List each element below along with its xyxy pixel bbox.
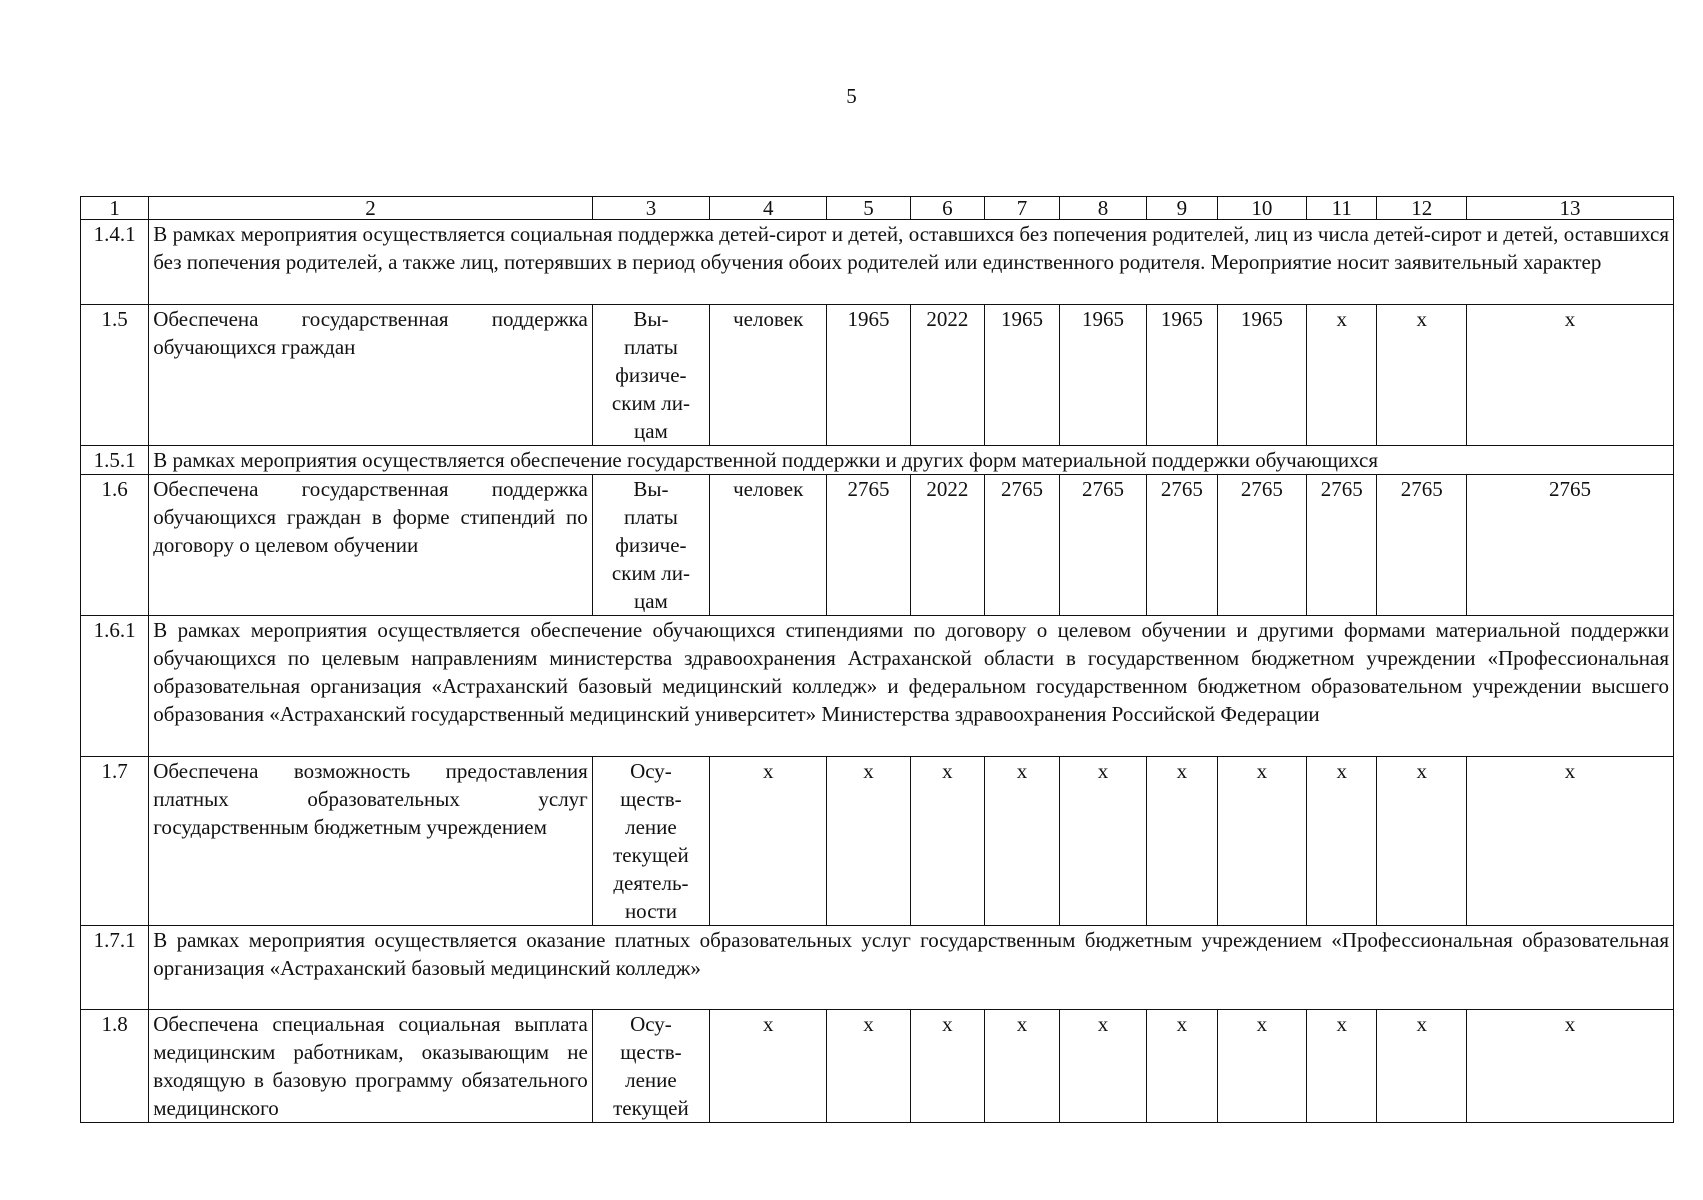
- value-cell: 1965: [1059, 305, 1146, 446]
- row-description: В рамках мероприятия осуществляется обеспечение государственной поддержки и других форм материальной поддержки обучающихся: [149, 446, 1674, 475]
- value-cell: 1965: [1147, 305, 1217, 446]
- value-cell: 1965: [985, 305, 1060, 446]
- header-row: [81, 197, 1674, 220]
- value-cell: x: [985, 1010, 1060, 1123]
- unit-of-measure: x: [710, 757, 827, 926]
- value-cell: x: [1467, 757, 1674, 926]
- unit-of-measure: x: [710, 1010, 827, 1123]
- indicator-name: Обеспечена государственная поддержка обучающихся граждан в форме стипендий по договору о целевом обучении: [149, 475, 593, 616]
- value-cell: x: [1059, 757, 1146, 926]
- table-row: [81, 757, 1674, 926]
- value-cell: x: [1377, 757, 1467, 926]
- table-row: [81, 446, 1674, 475]
- table-row: [81, 220, 1674, 305]
- value-cell: 1965: [1217, 305, 1307, 446]
- value-cell: 2765: [985, 475, 1060, 616]
- event-type: Вы- платы физиче- ским ли- цам: [592, 305, 709, 446]
- table-row: [81, 1010, 1674, 1123]
- header-cell: 12: [1377, 197, 1467, 220]
- indicator-name: Обеспечена возможность предоставления платных образовательных услуг государственным бюджетным учреждением: [149, 757, 593, 926]
- row-number: 1.6: [81, 475, 149, 616]
- row-number: 1.8: [81, 1010, 149, 1123]
- header-cell: 13: [1467, 197, 1674, 220]
- header-cell: 11: [1307, 197, 1377, 220]
- value-cell: x: [985, 757, 1060, 926]
- header-cell: 8: [1059, 197, 1146, 220]
- header-cell: 4: [710, 197, 827, 220]
- value-cell: 2022: [910, 305, 985, 446]
- row-description: В рамках мероприятия осуществляется социальная поддержка детей-сирот и детей, оставшихся без попечения родителей, лиц из числа детей-сирот и детей, оставшихся без попечения родителей, а также лиц, потерявших в период обучения обоих родителей или единственного родителя. Мероприятие носит заявительный характер: [149, 220, 1674, 305]
- value-cell: x: [1307, 305, 1377, 446]
- header-cell: 6: [910, 197, 985, 220]
- table-row: [81, 475, 1674, 616]
- value-cell: x: [1217, 757, 1307, 926]
- table-row: [81, 305, 1674, 446]
- value-cell: 2765: [1467, 475, 1674, 616]
- value-cell: 2022: [910, 475, 985, 616]
- table-row: [81, 616, 1674, 757]
- header-cell: 10: [1217, 197, 1307, 220]
- value-cell: x: [1147, 757, 1217, 926]
- row-description: В рамках мероприятия осуществляется оказание платных образовательных услуг государственным бюджетным учреждением «Профессиональная образовательная организация «Астраханский базовый медицинский колледж»: [149, 926, 1674, 1010]
- value-cell: 2765: [1059, 475, 1146, 616]
- value-cell: x: [1307, 757, 1377, 926]
- event-type: Осу- ществ- ление текущей деятель- ности: [592, 757, 709, 926]
- row-number: 1.7.1: [81, 926, 149, 1010]
- value-cell: x: [1377, 305, 1467, 446]
- row-description: В рамках мероприятия осуществляется обеспечение обучающихся стипендиями по договору о целевом обучении и другими формами материальной поддержки обучающихся по целевым направлениям министерства здравоохранения Астраханской области в государственном бюджетном учреждении «Профессиональная образовательная организация «Астраханский базовый медицинский колледж» и федеральном государственном бюджетном образовательном учреждении высшего образования «Астраханский государственный медицинский университет» Министерства здравоохранения Российской Федерации: [149, 616, 1674, 757]
- value-cell: x: [1467, 305, 1674, 446]
- row-number: 1.5.1: [81, 446, 149, 475]
- value-cell: x: [827, 757, 910, 926]
- value-cell: x: [910, 1010, 985, 1123]
- page-number: 5: [846, 84, 857, 108]
- value-cell: x: [1467, 1010, 1674, 1123]
- indicator-name: Обеспечена специальная социальная выплата медицинским работникам, оказывающим не входящую в базовую программу обязательного медицинского: [149, 1010, 593, 1123]
- header-cell: 3: [592, 197, 709, 220]
- unit-of-measure: человек: [710, 305, 827, 446]
- value-cell: 2765: [1377, 475, 1467, 616]
- value-cell: x: [1377, 1010, 1467, 1123]
- value-cell: x: [1147, 1010, 1217, 1123]
- value-cell: 2765: [1147, 475, 1217, 616]
- header-cell: 9: [1147, 197, 1217, 220]
- value-cell: 1965: [827, 305, 910, 446]
- header-cell: 2: [149, 197, 593, 220]
- row-number: 1.6.1: [81, 616, 149, 757]
- header-cell: 5: [827, 197, 910, 220]
- value-cell: 2765: [827, 475, 910, 616]
- value-cell: x: [827, 1010, 910, 1123]
- event-type: Вы- платы физиче- ским ли- цам: [592, 475, 709, 616]
- indicator-name: Обеспечена государственная поддержка обучающихся граждан: [149, 305, 593, 446]
- value-cell: x: [1059, 1010, 1146, 1123]
- value-cell: x: [910, 757, 985, 926]
- value-cell: 2765: [1307, 475, 1377, 616]
- row-number: 1.4.1: [81, 220, 149, 305]
- row-number: 1.5: [81, 305, 149, 446]
- row-number: 1.7: [81, 757, 149, 926]
- table-row: [81, 926, 1674, 1010]
- header-cell: 7: [985, 197, 1060, 220]
- value-cell: 2765: [1217, 475, 1307, 616]
- value-cell: x: [1307, 1010, 1377, 1123]
- indicators-table: [80, 196, 1674, 1123]
- header-cell: 1: [81, 197, 149, 220]
- unit-of-measure: человек: [710, 475, 827, 616]
- value-cell: x: [1217, 1010, 1307, 1123]
- event-type: Осу- ществ- ление текущей: [592, 1010, 709, 1123]
